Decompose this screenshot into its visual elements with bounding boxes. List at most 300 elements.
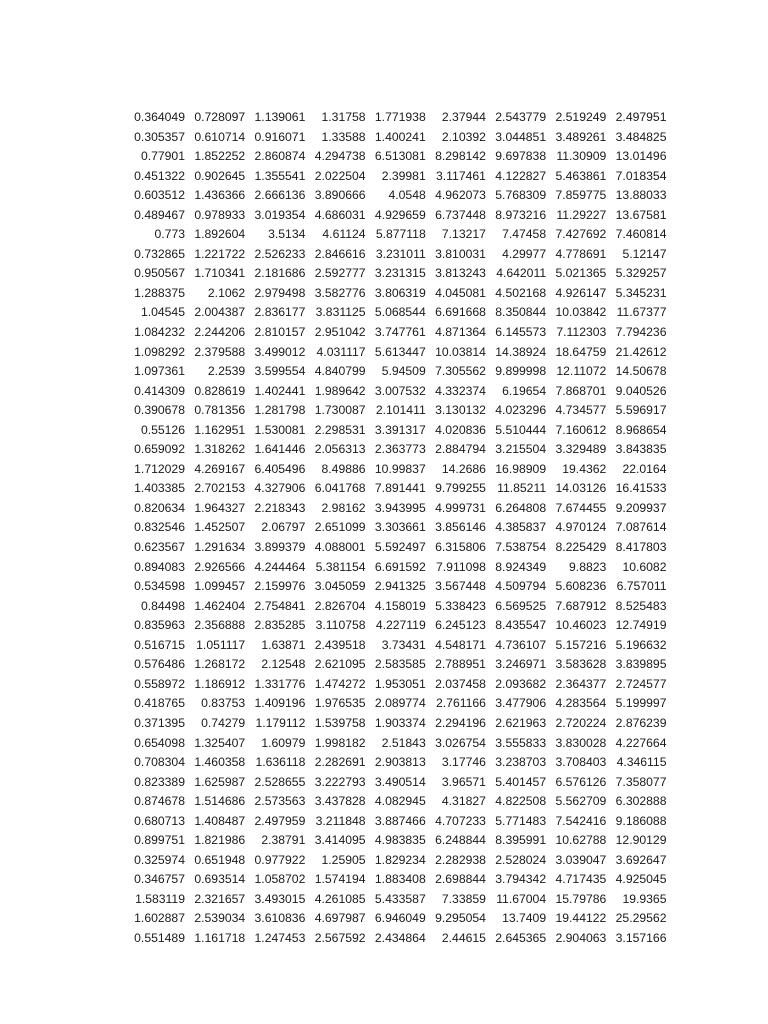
numeric-data-table	[126, 108, 667, 949]
table-row	[126, 479, 667, 499]
table-cell: 2.539034	[194, 911, 246, 926]
table-cell: 3.794342	[495, 872, 547, 887]
table-cell: 1.058702	[254, 872, 306, 887]
table-cell: 3.117461	[436, 168, 486, 183]
table-cell: 4.346115	[616, 755, 667, 770]
table-cell: 0.418765	[134, 696, 185, 711]
table-cell: 6.245123	[435, 618, 486, 633]
table-cell: 5.510444	[495, 422, 547, 437]
table-cell: 1.25905	[321, 852, 366, 867]
table-cell: 2.666136	[254, 188, 306, 203]
table-cell: 3.044851	[495, 129, 547, 144]
table-cell: 2.645365	[495, 930, 547, 945]
table-cell: 3.007532	[374, 383, 426, 398]
table-cell: 8.417803	[615, 540, 667, 555]
table-cell: 1.712029	[134, 461, 185, 476]
table-cell: 3.806319	[374, 285, 426, 300]
table-cell: 4.283564	[555, 696, 607, 711]
table-cell: 2.089774	[374, 696, 426, 711]
table-cell: 3.157166	[615, 930, 667, 945]
table-cell: 14.03126	[555, 481, 607, 496]
table-cell: 2.567592	[314, 930, 366, 945]
table-cell: 6.576126	[555, 774, 607, 789]
table-cell: 0.728097	[194, 110, 246, 124]
table-cell: 2.181686	[254, 266, 306, 281]
table-cell: 3.943995	[374, 500, 426, 515]
table-cell: 1.989642	[314, 383, 366, 398]
table-cell: 4.871364	[435, 325, 486, 340]
table-cell: 2.12548	[261, 657, 306, 672]
table-cell: 0.978933	[194, 207, 246, 222]
table-cell: 10.6082	[622, 559, 667, 574]
table-cell: 2.903813	[374, 755, 426, 770]
table-cell: 2.761166	[436, 696, 486, 711]
table-cell: 11.67377	[616, 305, 667, 320]
table-cell: 2.321657	[194, 891, 246, 906]
table-cell: 3.222793	[314, 774, 366, 789]
table-row	[126, 558, 667, 578]
table-cell: 10.62788	[555, 833, 607, 848]
table-cell: 6.248844	[435, 833, 486, 848]
table-cell: 4.999731	[435, 500, 486, 515]
table-cell: 4.778691	[555, 246, 607, 261]
table-cell: 1.179112	[255, 715, 306, 730]
table-cell: 2.754841	[254, 598, 306, 613]
table-cell: 14.2686	[441, 461, 486, 476]
table-cell: 5.592497	[374, 540, 426, 555]
table-cell: 0.823389	[134, 774, 185, 789]
table-cell: 2.10392	[441, 129, 486, 144]
table-cell: 0.414309	[134, 383, 185, 398]
table-cell: 1.247453	[254, 930, 306, 945]
table-row	[126, 186, 667, 206]
table-cell: 4.548171	[435, 637, 486, 652]
table-cell: 2.056313	[314, 442, 366, 457]
table-cell: 3.73431	[381, 637, 426, 652]
table-cell: 3.489261	[555, 129, 607, 144]
table-cell: 1.402441	[254, 383, 306, 398]
table-cell: 3.039047	[555, 852, 607, 867]
table-cell: 7.087614	[615, 520, 667, 535]
table-cell: 18.64759	[555, 344, 607, 359]
table-cell: 0.489467	[134, 207, 185, 222]
table-cell: 6.302888	[615, 794, 667, 809]
table-cell: 1.268172	[194, 657, 246, 672]
table-cell: 3.493015	[254, 891, 306, 906]
table-cell: 3.303661	[374, 520, 426, 535]
table-cell: 0.390678	[134, 403, 185, 418]
table-cell: 2.218343	[254, 500, 306, 515]
table-cell: 9.799255	[435, 481, 486, 496]
table-row	[126, 362, 667, 382]
table-cell: 5.768309	[495, 188, 547, 203]
table-row	[126, 108, 667, 128]
table-cell: 4.983835	[374, 833, 426, 848]
table-cell: 1.221722	[194, 246, 246, 261]
table-cell: 19.44122	[555, 911, 607, 926]
table-cell: 4.61124	[322, 227, 366, 242]
table-cell: 3.414095	[314, 833, 366, 848]
table-cell: 3.830028	[555, 735, 607, 750]
table-cell: 0.83753	[201, 696, 246, 711]
table-cell: 0.371395	[134, 715, 185, 730]
table-cell: 6.737448	[435, 207, 486, 222]
table-row	[126, 909, 667, 929]
table-cell: 4.509794	[495, 579, 547, 594]
table-cell: 0.894083	[134, 559, 185, 574]
table-cell: 7.687912	[555, 598, 607, 613]
table-cell: 4.294738	[314, 149, 366, 164]
table-row	[126, 577, 667, 597]
table-cell: 3.839895	[615, 657, 667, 672]
table-cell: 7.891441	[374, 481, 426, 496]
table-cell: 5.199997	[615, 696, 667, 711]
table-cell: 4.697987	[314, 911, 366, 926]
table-cell: 0.659092	[134, 442, 185, 457]
table-cell: 3.484825	[615, 129, 667, 144]
table-cell: 1.636118	[255, 755, 306, 770]
table-cell: 4.261085	[314, 891, 366, 906]
table-cell: 3.437828	[314, 794, 366, 809]
table-row	[126, 343, 667, 363]
table-row	[126, 694, 667, 714]
table-cell: 1.821986	[194, 833, 246, 848]
table-cell: 4.686031	[314, 207, 366, 222]
table-cell: 12.74919	[615, 618, 667, 633]
table-cell: 2.364377	[555, 676, 607, 691]
table-cell: 5.345231	[615, 285, 667, 300]
table-cell: 4.227664	[615, 735, 667, 750]
table-cell: 0.325974	[134, 852, 185, 867]
table-cell: 1.60979	[261, 735, 306, 750]
table-cell: 2.724577	[615, 676, 667, 691]
table-cell: 7.460814	[615, 227, 667, 242]
table-row	[126, 225, 667, 245]
table-cell: 1.574194	[314, 872, 366, 887]
table-cell: 2.022504	[314, 168, 366, 183]
table-cell: 1.852252	[194, 149, 246, 164]
table-cell: 3.17746	[441, 755, 486, 770]
table-cell: 2.720224	[555, 715, 607, 730]
table-cell: 1.099457	[194, 579, 246, 594]
table-row	[126, 929, 667, 949]
table-cell: 4.122827	[495, 168, 547, 183]
table-cell: 10.99837	[374, 461, 426, 476]
table-cell: 0.832546	[134, 520, 185, 535]
table-row	[126, 734, 667, 754]
table-cell: 3.890666	[314, 188, 366, 203]
table-cell: 2.294196	[435, 715, 486, 730]
table-cell: 1.400241	[374, 129, 426, 144]
table-cell: 4.385837	[495, 520, 547, 535]
table-cell: 0.902645	[194, 168, 246, 183]
table-cell: 2.39981	[381, 168, 426, 183]
table-cell: 1.051117	[196, 637, 246, 652]
table-cell: 1.33588	[321, 129, 366, 144]
table-cell: 2.101411	[375, 403, 426, 418]
table-cell: 2.810157	[254, 325, 306, 340]
table-cell: 0.623567	[134, 540, 185, 555]
table-row	[126, 167, 667, 187]
table-cell: 4.082945	[374, 794, 426, 809]
table-cell: 4.0548	[388, 188, 426, 203]
table-row	[126, 303, 667, 323]
table-cell: 12.90129	[615, 833, 667, 848]
table-cell: 14.38924	[495, 344, 547, 359]
table-cell: 2.884794	[435, 442, 486, 457]
table-cell: 1.998182	[314, 735, 366, 750]
table-cell: 2.621963	[495, 715, 547, 730]
table-cell: 1.288375	[134, 285, 185, 300]
table-cell: 1.31758	[321, 110, 366, 124]
table-cell: 1.162951	[194, 422, 246, 437]
table-cell: 0.534598	[134, 579, 185, 594]
table-cell: 19.4362	[562, 461, 607, 476]
table-cell: 16.41533	[615, 481, 667, 496]
table-cell: 1.331776	[254, 676, 306, 691]
table-cell: 2.44615	[441, 930, 486, 945]
table-cell: 3.582776	[314, 285, 366, 300]
table-cell: 3.831125	[315, 305, 366, 320]
table-row	[126, 245, 667, 265]
table-cell: 2.573563	[254, 794, 306, 809]
table-cell: 13.67581	[615, 207, 667, 222]
table-cell: 3.96571	[441, 774, 486, 789]
table-cell: 0.835963	[134, 618, 185, 633]
table-cell: 3.610836	[254, 911, 306, 926]
table-cell: 0.364049	[134, 110, 185, 124]
table-cell: 3.130132	[435, 403, 486, 418]
table-cell: 1.291634	[194, 540, 246, 555]
table-cell: 3.813243	[435, 266, 486, 281]
table-cell: 1.903374	[374, 715, 426, 730]
table-cell: 0.55126	[140, 422, 185, 437]
table-cell: 1.318262	[194, 442, 246, 457]
table-cell: 4.717435	[555, 872, 607, 887]
table-cell: 2.528024	[495, 852, 547, 867]
table-cell: 3.899379	[254, 540, 306, 555]
table-cell: 1.403385	[134, 481, 185, 496]
table-cell: 4.929659	[374, 207, 426, 222]
table-row	[126, 147, 667, 167]
table-cell: 0.84498	[140, 598, 185, 613]
table-cell: 3.477906	[495, 696, 547, 711]
table-cell: 3.5134	[268, 227, 306, 242]
table-cell: 2.951042	[314, 325, 366, 340]
table-cell: 21.42612	[615, 344, 667, 359]
table-cell: 2.788951	[435, 657, 486, 672]
table-cell: 19.9365	[622, 891, 667, 906]
table-cell: 11.30909	[556, 149, 607, 164]
table-cell: 2.51843	[381, 735, 426, 750]
table-cell: 1.408487	[194, 813, 246, 828]
table-cell: 2.698844	[435, 872, 486, 887]
table-cell: 3.215504	[495, 442, 547, 457]
table-cell: 4.970124	[555, 520, 607, 535]
table-cell: 6.041768	[314, 481, 366, 496]
table-cell: 8.973216	[495, 207, 547, 222]
table-cell: 25.29562	[615, 911, 667, 926]
table-cell: 1.462404	[194, 598, 246, 613]
table-cell: 2.093682	[495, 676, 547, 691]
table-cell: 4.045081	[435, 285, 486, 300]
table-cell: 4.642011	[496, 266, 547, 281]
table-cell: 1.186912	[194, 676, 246, 691]
table-row	[126, 284, 667, 304]
table-row	[126, 421, 667, 441]
table-cell: 22.0164	[622, 461, 667, 476]
table-row	[126, 773, 667, 793]
table-cell: 2.979498	[254, 285, 306, 300]
table-cell: 2.860874	[254, 149, 306, 164]
table-cell: 4.925045	[615, 872, 667, 887]
table-cell: 5.068544	[374, 305, 426, 320]
table-cell: 0.899751	[134, 833, 185, 848]
table-cell: 1.63871	[261, 637, 306, 652]
table-cell: 1.953051	[374, 676, 426, 691]
table-cell: 4.327906	[254, 481, 306, 496]
table-cell: 13.88033	[615, 188, 667, 203]
table-cell: 2.621095	[314, 657, 366, 672]
table-cell: 1.539758	[314, 715, 366, 730]
table-cell: 5.562709	[555, 794, 607, 809]
table-cell: 6.946049	[374, 911, 426, 926]
table-cell: 0.451322	[134, 168, 185, 183]
table-cell: 3.887466	[374, 813, 426, 828]
table-cell: 2.497959	[254, 813, 306, 828]
table-cell: 7.538754	[495, 540, 547, 555]
table-cell: 7.305562	[435, 364, 486, 379]
table-cell: 4.736107	[495, 637, 547, 652]
table-cell: 1.976535	[314, 696, 366, 711]
table-cell: 0.305357	[134, 129, 185, 144]
table-cell: 2.439518	[314, 637, 366, 652]
table-cell: 4.926147	[555, 285, 607, 300]
table-cell: 5.021365	[555, 266, 607, 281]
table-cell: 2.2539	[207, 364, 246, 379]
table-row	[126, 382, 667, 402]
table-cell: 1.892604	[194, 227, 246, 242]
table-cell: 5.12147	[622, 246, 667, 261]
table-cell: 0.603512	[134, 188, 185, 203]
table-cell: 3.045059	[314, 579, 366, 594]
table-row	[126, 323, 667, 343]
table-cell: 2.497951	[615, 110, 667, 124]
table-cell: 2.583585	[374, 657, 426, 672]
table-cell: 9.8823	[569, 559, 607, 574]
table-row	[126, 675, 667, 695]
table-cell: 2.434864	[374, 930, 426, 945]
table-cell: 7.358077	[615, 774, 667, 789]
table-cell: 6.691592	[374, 559, 426, 574]
table-cell: 9.040526	[615, 383, 667, 398]
table-cell: 1.097361	[134, 364, 185, 379]
table-cell: 4.502168	[495, 285, 547, 300]
table-cell: 2.1062	[207, 285, 246, 300]
table-cell: 1.281798	[254, 403, 306, 418]
table-cell: 0.77901	[140, 149, 185, 164]
table-cell: 15.79786	[555, 891, 607, 906]
table-cell: 3.599554	[254, 364, 306, 379]
table-cell: 8.924349	[495, 559, 547, 574]
table-cell: 4.031117	[316, 344, 366, 359]
table-cell: 3.019354	[254, 207, 306, 222]
table-cell: 0.916071	[254, 129, 306, 144]
table-row	[126, 636, 667, 656]
table-cell: 7.13217	[441, 227, 486, 242]
table-cell: 4.023296	[495, 403, 547, 418]
table-row	[126, 714, 667, 734]
table-row	[126, 128, 667, 148]
table-cell: 1.710341	[194, 266, 246, 281]
table-cell: 2.876239	[615, 715, 667, 730]
table-cell: 3.490514	[374, 774, 426, 789]
table-cell: 3.583628	[555, 657, 607, 672]
table-cell: 5.433587	[374, 891, 426, 906]
table-cell: 0.651948	[194, 852, 246, 867]
table-cell: 2.651099	[314, 520, 366, 535]
table-cell: 0.558972	[134, 676, 185, 691]
table-cell: 1.583119	[135, 891, 185, 906]
table-cell: 0.576486	[134, 657, 185, 672]
table-cell: 0.781356	[194, 403, 246, 418]
table-cell: 2.702153	[194, 481, 246, 496]
table-cell: 7.859775	[555, 188, 607, 203]
table-cell: 8.298142	[435, 149, 486, 164]
table-cell: 1.04545	[140, 305, 185, 320]
table-row	[126, 792, 667, 812]
table-cell: 2.592777	[314, 266, 366, 281]
table-cell: 10.03842	[555, 305, 607, 320]
table-cell: 5.613447	[374, 344, 426, 359]
table-cell: 1.084232	[134, 325, 185, 340]
table-cell: 0.610714	[194, 129, 246, 144]
table-cell: 10.46023	[555, 618, 607, 633]
table-cell: 3.391317	[374, 422, 426, 437]
table-cell: 1.602887	[134, 911, 185, 926]
table-cell: 11.67004	[496, 891, 547, 906]
table-cell: 2.904063	[555, 930, 607, 945]
table-cell: 6.569525	[495, 598, 547, 613]
table-cell: 4.244464	[254, 559, 306, 574]
table-cell: 1.355541	[254, 168, 306, 183]
table-cell: 1.409196	[254, 696, 306, 711]
table-cell: 3.231315	[374, 266, 426, 281]
table-cell: 0.693514	[194, 872, 246, 887]
table-cell: 9.899998	[495, 364, 547, 379]
table-cell: 1.829234	[374, 852, 426, 867]
table-cell: 3.692647	[615, 852, 667, 867]
table-cell: 8.525483	[615, 598, 667, 613]
table-cell: 4.31827	[441, 794, 486, 809]
table-cell: 2.926566	[194, 559, 246, 574]
table-cell: 6.19654	[502, 383, 547, 398]
table-row	[126, 499, 667, 519]
table-cell: 7.427692	[555, 227, 607, 242]
table-cell: 6.513081	[374, 149, 426, 164]
table-cell: 2.298531	[314, 422, 366, 437]
table-cell: 3.843835	[615, 442, 667, 457]
table-cell: 11.29227	[556, 207, 607, 222]
table-cell: 2.37944	[441, 110, 486, 124]
table-cell: 4.020836	[435, 422, 486, 437]
table-cell: 10.03814	[435, 344, 486, 359]
table-row	[126, 655, 667, 675]
table-cell: 2.826704	[314, 598, 366, 613]
table-cell: 2.379588	[194, 344, 246, 359]
table-cell: 2.06797	[261, 520, 306, 535]
table-body	[126, 108, 667, 949]
